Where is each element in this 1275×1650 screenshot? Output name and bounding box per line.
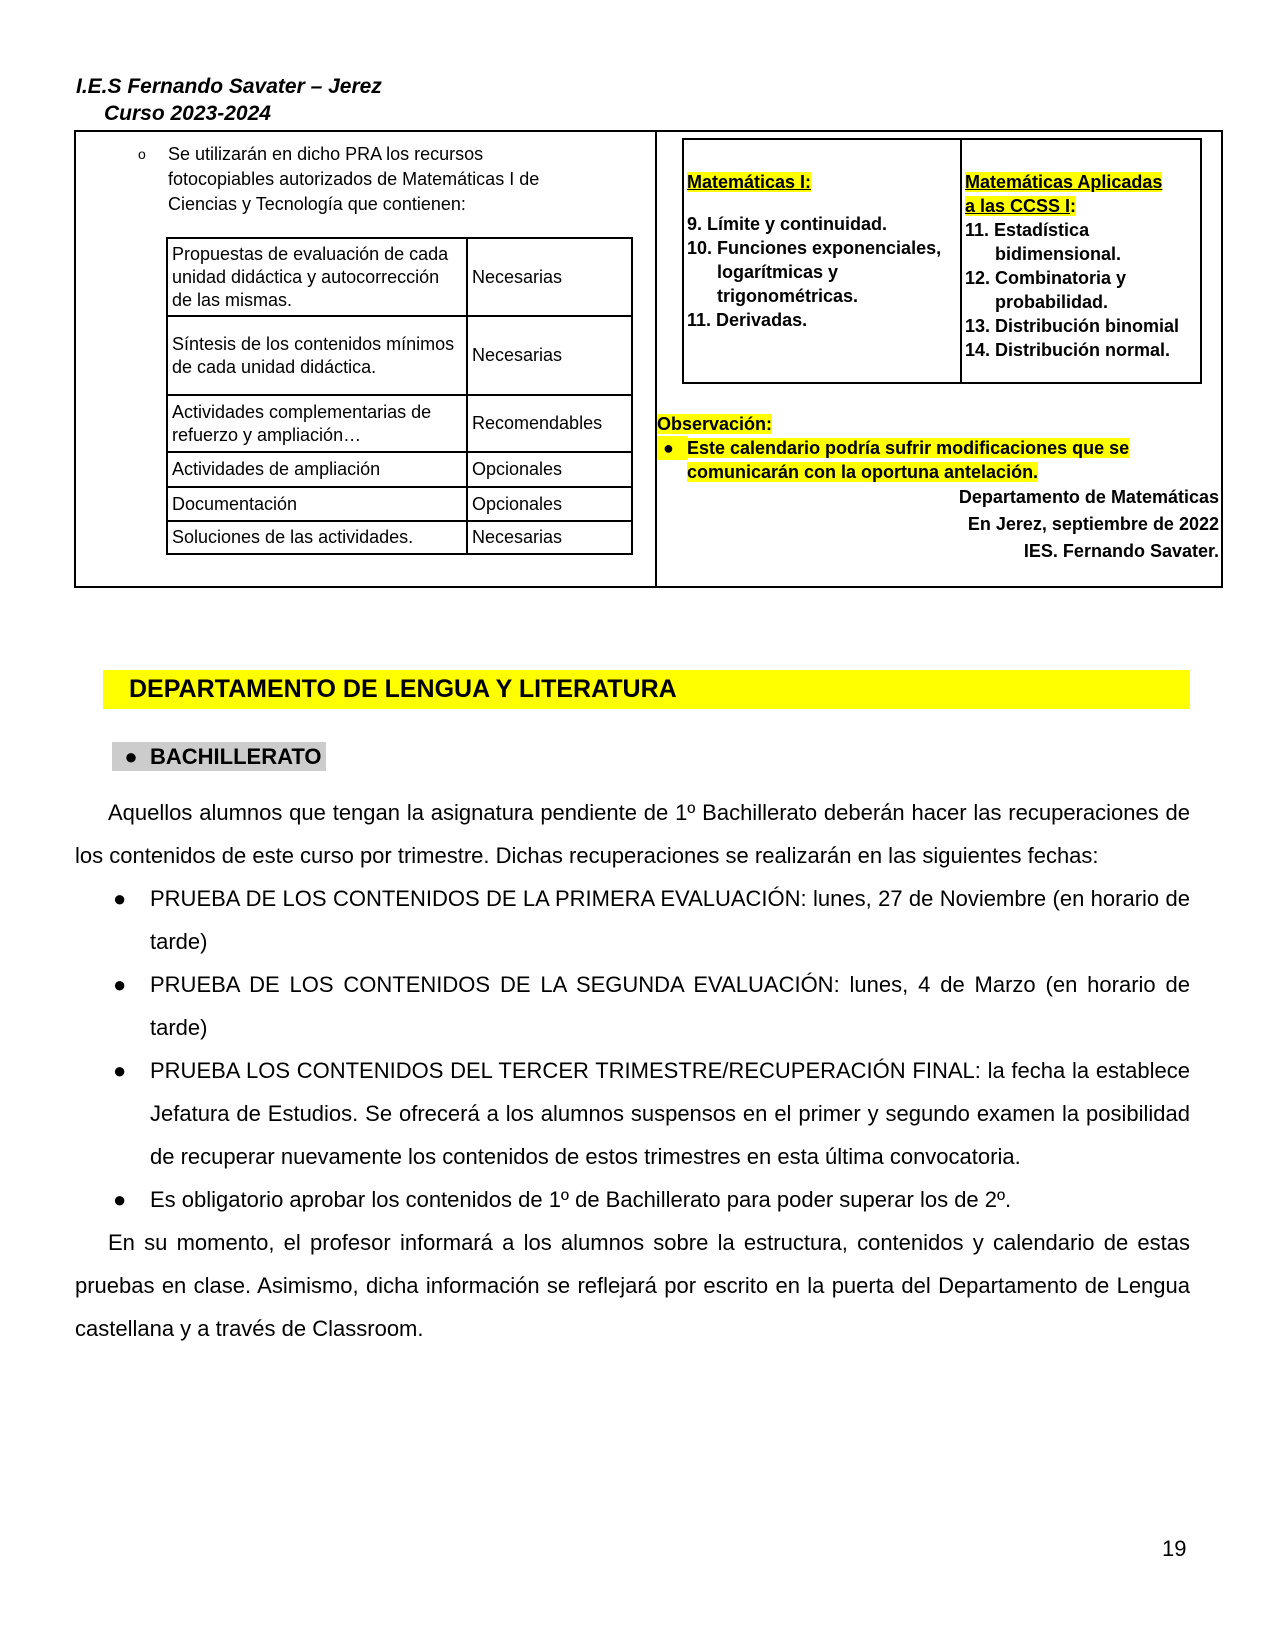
list-item: 9. Límite y continuidad. bbox=[687, 214, 888, 234]
list-item: 13. Distribución binomial bbox=[965, 316, 1180, 336]
subject-title-part: a las CCSS I bbox=[965, 196, 1071, 216]
resources-column bbox=[76, 132, 655, 586]
resource-item: Documentación bbox=[167, 487, 467, 521]
list-item: 11. Derivadas. bbox=[687, 310, 808, 330]
list-item-text: PRUEBA LOS CONTENIDOS DEL TERCER TRIMESTRE/RECUPERACIÓN FINAL: la fecha la establece Jefatura de Estudios. Se ofrecerá a los alumnos suspensos en el primer y segundo examen la posibilidad de recuperar nuevamente los contenidos de estos trimestres en esta última convocatoria. bbox=[150, 1058, 1190, 1169]
bullet-icon: ● bbox=[124, 744, 138, 769]
exam-list bbox=[75, 877, 1190, 1221]
list-item: 12. Combinatoria y probabilidad. bbox=[965, 268, 1127, 312]
resource-item: Síntesis de los contenidos mínimos de cada unidad didáctica. bbox=[167, 316, 467, 395]
list-item-text: PRUEBA DE LOS CONTENIDOS DE LA PRIMERA EVALUACIÓN: lunes, 27 de Noviembre (en horario de tarde) bbox=[150, 886, 1190, 954]
calendar-column bbox=[657, 132, 1223, 586]
subject-title-part: Matemáticas Aplicadas bbox=[965, 172, 1163, 192]
page-header bbox=[76, 73, 382, 127]
bullet-icon: ● bbox=[113, 1058, 127, 1083]
subject-math-i bbox=[683, 139, 961, 383]
list-item-text: PRUEBA DE LOS CONTENIDOS DE LA SEGUNDA EVALUACIÓN: lunes, 4 de Marzo (en horario de tarde) bbox=[150, 972, 1190, 1040]
section-heading bbox=[112, 742, 326, 771]
subject-title bbox=[965, 170, 1197, 218]
table-row bbox=[167, 395, 632, 452]
header-course: Curso 2023-2024 bbox=[104, 102, 271, 125]
bullet-icon: ● bbox=[657, 436, 687, 460]
bullet-icon: ● bbox=[113, 1187, 127, 1212]
resource-status: Necesarias bbox=[467, 316, 632, 395]
paragraph: En su momento, el profesor informará a los alumnos sobre la estructura, contenidos y calendario de estas pruebas en clase. Asimismo, dicha información se reflejará por escrito en la puerta del Departamento de Lengua castellana y a través de Classroom. bbox=[75, 1230, 1190, 1341]
table-row bbox=[167, 316, 632, 395]
resource-item: Soluciones de las actividades. bbox=[167, 521, 467, 554]
resource-item: Actividades complementarias de refuerzo y ampliación… bbox=[167, 395, 467, 452]
resource-status: Opcionales bbox=[467, 487, 632, 521]
page-number: 19 bbox=[1162, 1536, 1187, 1561]
bullet-icon: ● bbox=[113, 972, 127, 997]
table-row bbox=[167, 238, 632, 316]
resource-item: Propuestas de evaluación de cada unidad didáctica y autocorrección de las mismas. bbox=[167, 238, 467, 316]
bullet-icon: ● bbox=[113, 886, 127, 911]
table-row bbox=[167, 521, 632, 554]
list-item: 14. Distribución normal. bbox=[965, 340, 1171, 360]
subject-math-ccss bbox=[961, 139, 1201, 383]
signature-school: IES. Fernando Savater. bbox=[1023, 541, 1219, 561]
list-item: 10. Funciones exponenciales, logarítmicas y trigonométricas. bbox=[687, 238, 942, 306]
resource-status: Necesarias bbox=[467, 238, 632, 316]
signature-department: Departamento de Matemáticas bbox=[958, 487, 1219, 507]
list-item bbox=[75, 1049, 1190, 1178]
resources-intro-text: Se utilizarán en dicho PRA los recursos fotocopiables autorizados de Matemáticas I de Ciencias y Tecnología que contienen: bbox=[168, 144, 540, 214]
table-row bbox=[683, 139, 1201, 383]
signature-block bbox=[959, 484, 1219, 565]
resources-intro bbox=[138, 142, 588, 217]
document-body bbox=[75, 791, 1190, 1350]
subject-title: Matemáticas I: bbox=[687, 172, 812, 192]
resource-item: Actividades de ampliación bbox=[167, 452, 467, 487]
table-row bbox=[167, 452, 632, 487]
observation-line: comunicarán con la oportuna antelación. bbox=[687, 462, 1039, 482]
list-item-text: Es obligatorio aprobar los contenidos de 1º de Bachillerato para poder superar los de 2º. bbox=[150, 1187, 1012, 1212]
subject-title-part: : bbox=[1070, 196, 1077, 216]
list-item bbox=[75, 1178, 1190, 1221]
list-item bbox=[75, 877, 1190, 963]
paragraph: Aquellos alumnos que tengan la asignatura pendiente de 1º Bachillerato deberán hacer las recuperaciones de los contenidos de este curso por trimestre. Dichas recuperaciones se realizarán en las siguientes fechas: bbox=[75, 800, 1190, 868]
section-title: BACHILLERATO bbox=[150, 744, 322, 769]
header-school: I.E.S Fernando Savater – Jerez bbox=[76, 75, 382, 98]
department-title: DEPARTAMENTO DE LENGUA Y LITERATURA bbox=[103, 670, 1190, 709]
list-item bbox=[75, 963, 1190, 1049]
resource-status: Necesarias bbox=[467, 521, 632, 554]
signature-date: En Jerez, septiembre de 2022 bbox=[967, 514, 1219, 534]
circle-bullet-icon: o bbox=[138, 146, 146, 162]
list-item: 11. Estadística bidimensional. bbox=[965, 220, 1122, 264]
observation-title: Observación: bbox=[657, 414, 773, 434]
resource-status: Opcionales bbox=[467, 452, 632, 487]
resources-table bbox=[166, 237, 633, 555]
subjects-table bbox=[682, 138, 1202, 384]
table-row bbox=[167, 487, 632, 521]
observation-line: Este calendario podría sufrir modificaciones que se bbox=[687, 438, 1130, 458]
observation-note bbox=[657, 412, 1129, 484]
info-box bbox=[74, 130, 1223, 588]
resource-status: Recomendables bbox=[467, 395, 632, 452]
